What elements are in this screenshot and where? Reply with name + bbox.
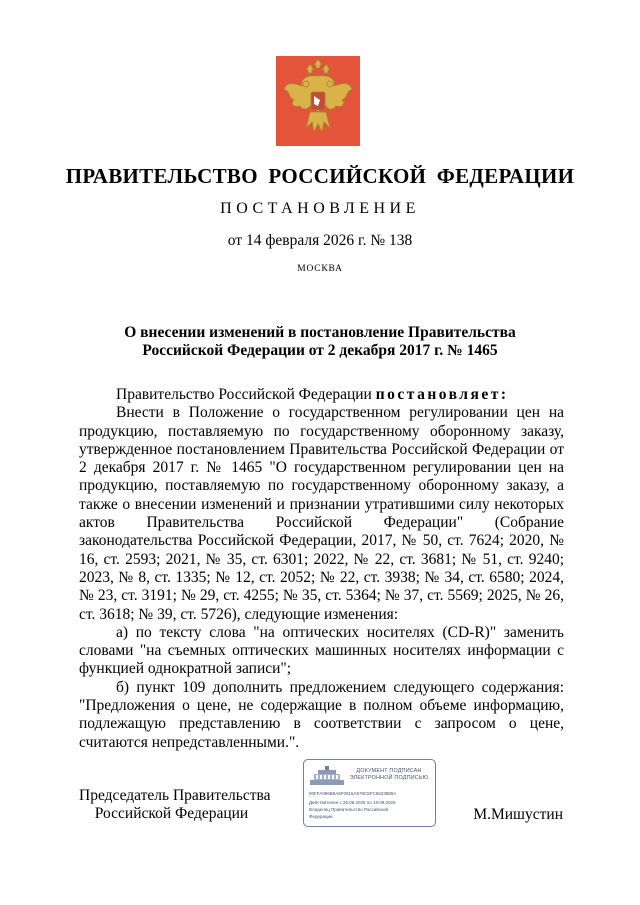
stamp-title (344, 768, 434, 782)
stamp-title-line-1: ДОКУМЕНТ ПОДПИСАН (356, 768, 422, 774)
signer-position-line-2: Российской Федерации (94, 805, 249, 823)
document-city: МОСКВА (297, 264, 343, 274)
russian-coat-of-arms-icon (276, 56, 360, 146)
document-type: ПОСТАНОВЛЕНИЕ (220, 200, 420, 217)
decree-intro-paragraph (79, 386, 564, 404)
document-body (79, 386, 564, 752)
decree-keyword: постановляет: (375, 386, 509, 403)
signer-position (79, 787, 271, 824)
stamp-title-line-2: ЭЛЕКТРОННОЙ ПОДПИСЬЮ (349, 775, 429, 781)
amendment-item-b: б) пункт 109 дополнить предложением следующего содержания: "Предложения о цене, не содержащие в полном объеме информацию, подлежащую представлению в соответствии с запросом о цене, считаются непредставленными.". (79, 678, 564, 751)
stamp-validity: Действителен с 26.06.2025 по 19.09.2026 (309, 800, 396, 805)
signer-position-line-1: Председатель Правительства (79, 787, 271, 804)
signer-name: М.Мишустин (473, 806, 563, 823)
decree-intro-text: Правительство Российской Федерации (116, 386, 376, 403)
subject-line-1: О внесении изменений в постановление Правительства (124, 324, 516, 341)
government-building-icon (309, 765, 345, 787)
subject-line-2: Российской Федерации от 2 декабря 2017 г. № 1465 (142, 342, 498, 359)
document-date-number: от 14 февраля 2026 г. № 138 (227, 232, 413, 249)
stamp-owner-line-2: Федерации (309, 814, 333, 819)
coat-of-arms-emblem (276, 56, 360, 146)
amendment-paragraph: Внести в Положение о государственном регулировании цен на продукцию, поставляемую по государственному оборонному заказу, утвержденное постановлением Правительства Российской Федерации от 2 декабря 2017 г. № 1465 "О государственном регулировании цен на продукцию, поставляемую по государственному оборонному заказу, а также о внесении изменений и признании утратившими силу некоторых актов Правительства Российской Федерации" (Собрание законодательства Российской Федерации, 2017, № 50, ст. 7624; 2020, № 16, ст. 2593; 2021, № 35, ст. 6301; 2022, № 22, ст. 3681; № 51, ст. 9240; 2023, № 8, ст. 1335; № 12, ст. 2052; № 22, ст. 3938; № 34, ст. 6580; 2024, № 23, ст. 3191; № 29, ст. 4255; № 35, ст. 5364; № 37, ст. 5569; 2025, № 26, ст. 3618; № 39, ст. 5726), следующие изменения: (79, 404, 564, 623)
stamp-owner-line-1: Владелец Правительство Российской (309, 807, 389, 812)
electronic-signature-stamp (303, 759, 436, 827)
stamp-certificate: 00FFA096B5A6F0915A579C5FC5623885A (309, 791, 397, 796)
amendment-item-a: а) по тексту слова "на оптических носителях (CD-R)" заменить словами "на съемных оптических машинных носителях информации с функцией однократной записи"; (79, 623, 564, 678)
government-title: ПРАВИТЕЛЬСТВО РОССИЙСКОЙ ФЕДЕРАЦИИ (65, 164, 575, 188)
document-subject (100, 324, 540, 360)
